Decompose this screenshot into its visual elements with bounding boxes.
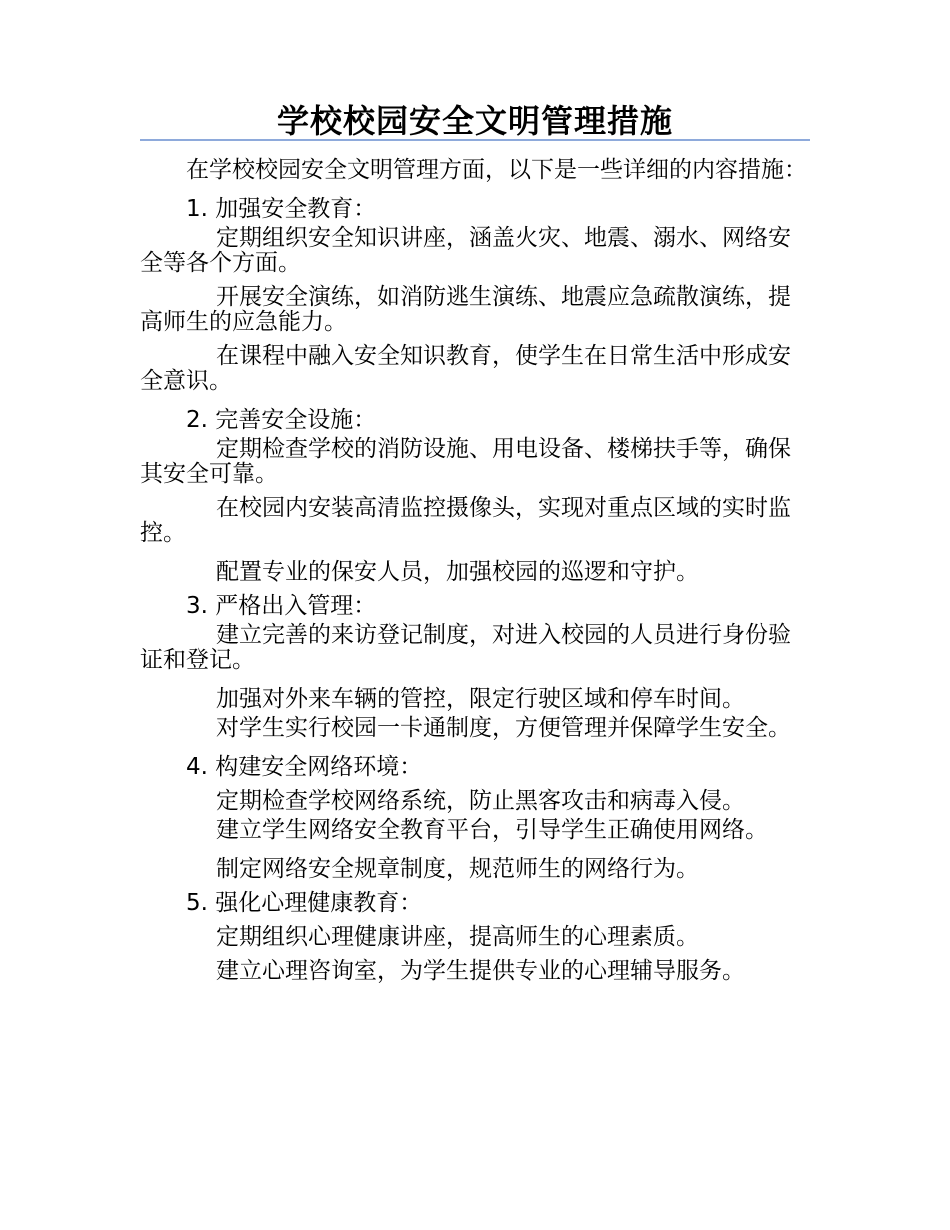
list-item: 在课程中融入安全知识教育，使学生在日常生活中形成安全意识。	[140, 343, 791, 394]
title-underline	[140, 139, 810, 141]
list-item: 定期组织心理健康讲座，提高师生的心理素质。	[216, 924, 699, 950]
list-item: 建立完善的来访登记制度，对进入校园的人员进行身份验证和登记。	[140, 622, 791, 673]
section-1	[140, 192, 810, 394]
section-heading: 3. 严格出入管理：	[186, 593, 377, 619]
section-5	[140, 886, 810, 988]
section-4	[140, 750, 810, 886]
section-heading: 1. 加强安全教育：	[186, 196, 377, 222]
section-2	[140, 403, 810, 589]
list-item: 加强对外来车辆的管控，限定行驶区域和停车时间。	[216, 686, 745, 712]
list-item: 定期检查学校的消防设施、用电设备、楼梯扶手等，确保其安全可靠。	[140, 436, 791, 487]
intro-paragraph: 在学校校园安全文明管理方面，以下是一些详细的内容措施：	[186, 157, 807, 183]
section-heading: 4. 构建安全网络环境：	[186, 754, 423, 780]
list-item: 在校园内安装高清监控摄像头，实现对重点区域的实时监控。	[140, 495, 791, 546]
list-item: 开展安全演练，如消防逃生演练、地震应急疏散演练，提高师生的应急能力。	[140, 284, 791, 335]
section-heading: 2. 完善安全设施：	[186, 407, 377, 433]
list-item: 定期检查学校网络系统，防止黑客攻击和病毒入侵。	[216, 788, 745, 814]
document-body	[140, 158, 810, 988]
list-item: 制定网络安全规章制度，规范师生的网络行为。	[216, 856, 699, 882]
section-3	[140, 589, 810, 741]
list-item: 配置专业的保安人员，加强校园的巡逻和守护。	[216, 559, 699, 585]
list-item: 定期组织安全知识讲座，涵盖火灾、地震、溺水、网络安全等各个方面。	[140, 225, 791, 276]
list-item: 建立学生网络安全教育平台，引导学生正确使用网络。	[216, 817, 768, 843]
document-title: 学校校园安全文明管理措施	[276, 102, 673, 140]
list-item: 对学生实行校园一卡通制度，方便管理并保障学生安全。	[216, 715, 791, 741]
section-heading: 5. 强化心理健康教育：	[186, 890, 423, 916]
list-item: 建立心理咨询室，为学生提供专业的心理辅导服务。	[216, 958, 745, 984]
